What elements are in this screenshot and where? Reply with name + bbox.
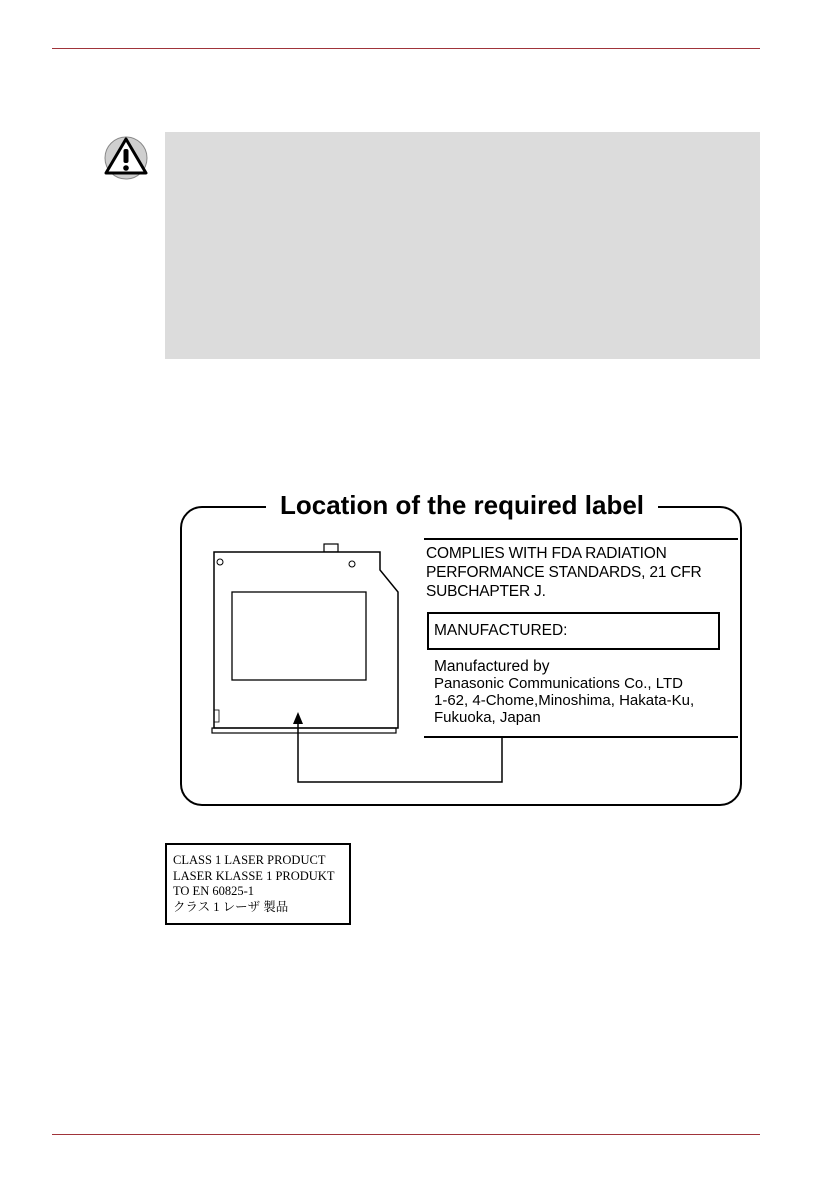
manufacturer-line: Fukuoka, Japan [434,709,541,726]
figure-title: Location of the required label [178,488,746,522]
manufacturer-info [434,658,738,726]
compliance-line: COMPLIES WITH FDA RADIATION [426,545,667,562]
fda-compliance-text [426,544,738,601]
laser-label-line: TO EN 60825-1 [173,884,255,898]
compliance-line: SUBCHAPTER J. [426,583,546,600]
warning-triangle-icon [101,133,151,181]
label-top-line [424,538,738,540]
header-rule [52,48,760,49]
laser-label-line: CLASS 1 LASER PRODUCT [173,853,326,867]
optical-drive-drawing [208,540,408,750]
manufactured-box: MANUFACTURED: [427,612,720,650]
laser-class-label [165,843,351,925]
laser-label-line: クラス 1 レーザ 製品 [173,899,289,914]
manufacturer-line: Manufactured by [434,658,550,675]
manufacturer-line: 1-62, 4-Chome,Minoshima, Hakata-Ku, [434,692,695,709]
required-label-figure [178,488,746,810]
warning-box [165,132,760,359]
compliance-line: PERFORMANCE STANDARDS, 21 CFR [426,564,702,581]
label-panel [424,538,738,742]
footer-rule [52,1134,760,1135]
label-bottom-line [424,736,738,738]
manufacturer-line: Panasonic Communications Co., LTD [434,675,683,692]
laser-label-line: LASER KLASSE 1 PRODUKT [173,868,335,883]
